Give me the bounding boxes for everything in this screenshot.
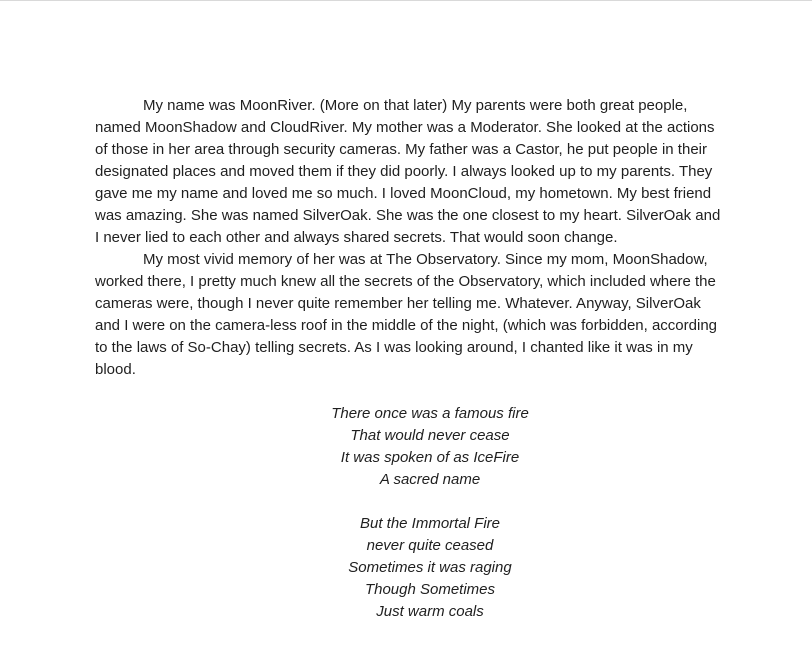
poem-line: never quite ceased [366,537,494,554]
poem-stanza-1 [95,403,765,491]
story-paragraph-1: My name was MoonRiver. (More on that later) My parents were both great people, named MoonShadow and CloudRiver. My mother was a Moderator. She looked at the actions of those in her area through security cameras. My father was a Castor, he put people in their designated places and moved them if they did poorly. I always looked up to my parents. They gave me my name and loved me so much. I loved MoonCloud, my hometown. My best friend was amazing. She was named SilverOak. She was the one closest to my heart. SilverOak and I never lied to each other and always shared secrets. That would soon change. [95,97,721,246]
poem-line: It was spoken of as IceFire [340,449,520,466]
paragraph-spacer [95,381,725,403]
top-divider [0,0,812,1]
poem-line: That would never cease [350,427,510,444]
story-body [95,95,725,623]
poem-line: Though Sometimes [364,581,496,598]
poem-line: Sometimes it was raging [348,559,512,576]
story-paragraph-2: My most vivid memory of her was at The Observatory. Since my mom, MoonShadow, worked there, I pretty much knew all the secrets of the Observatory, which included where the cameras were, though I never quite remember her telling me. Whatever. Anyway, SilverOak and I were on the camera-less roof in the middle of the night, (which was forbidden, according to the laws of So-Chay) telling secrets. As I was looking around, I chanted like it was in my blood. [95,251,718,378]
poem-line: There once was a famous fire [331,405,529,422]
poem-stanza-2 [95,513,765,623]
poem [95,403,765,623]
poem-line: But the Immortal Fire [359,515,501,532]
poem-line: Just warm coals [376,603,484,620]
poem-line: A sacred name [379,471,481,488]
